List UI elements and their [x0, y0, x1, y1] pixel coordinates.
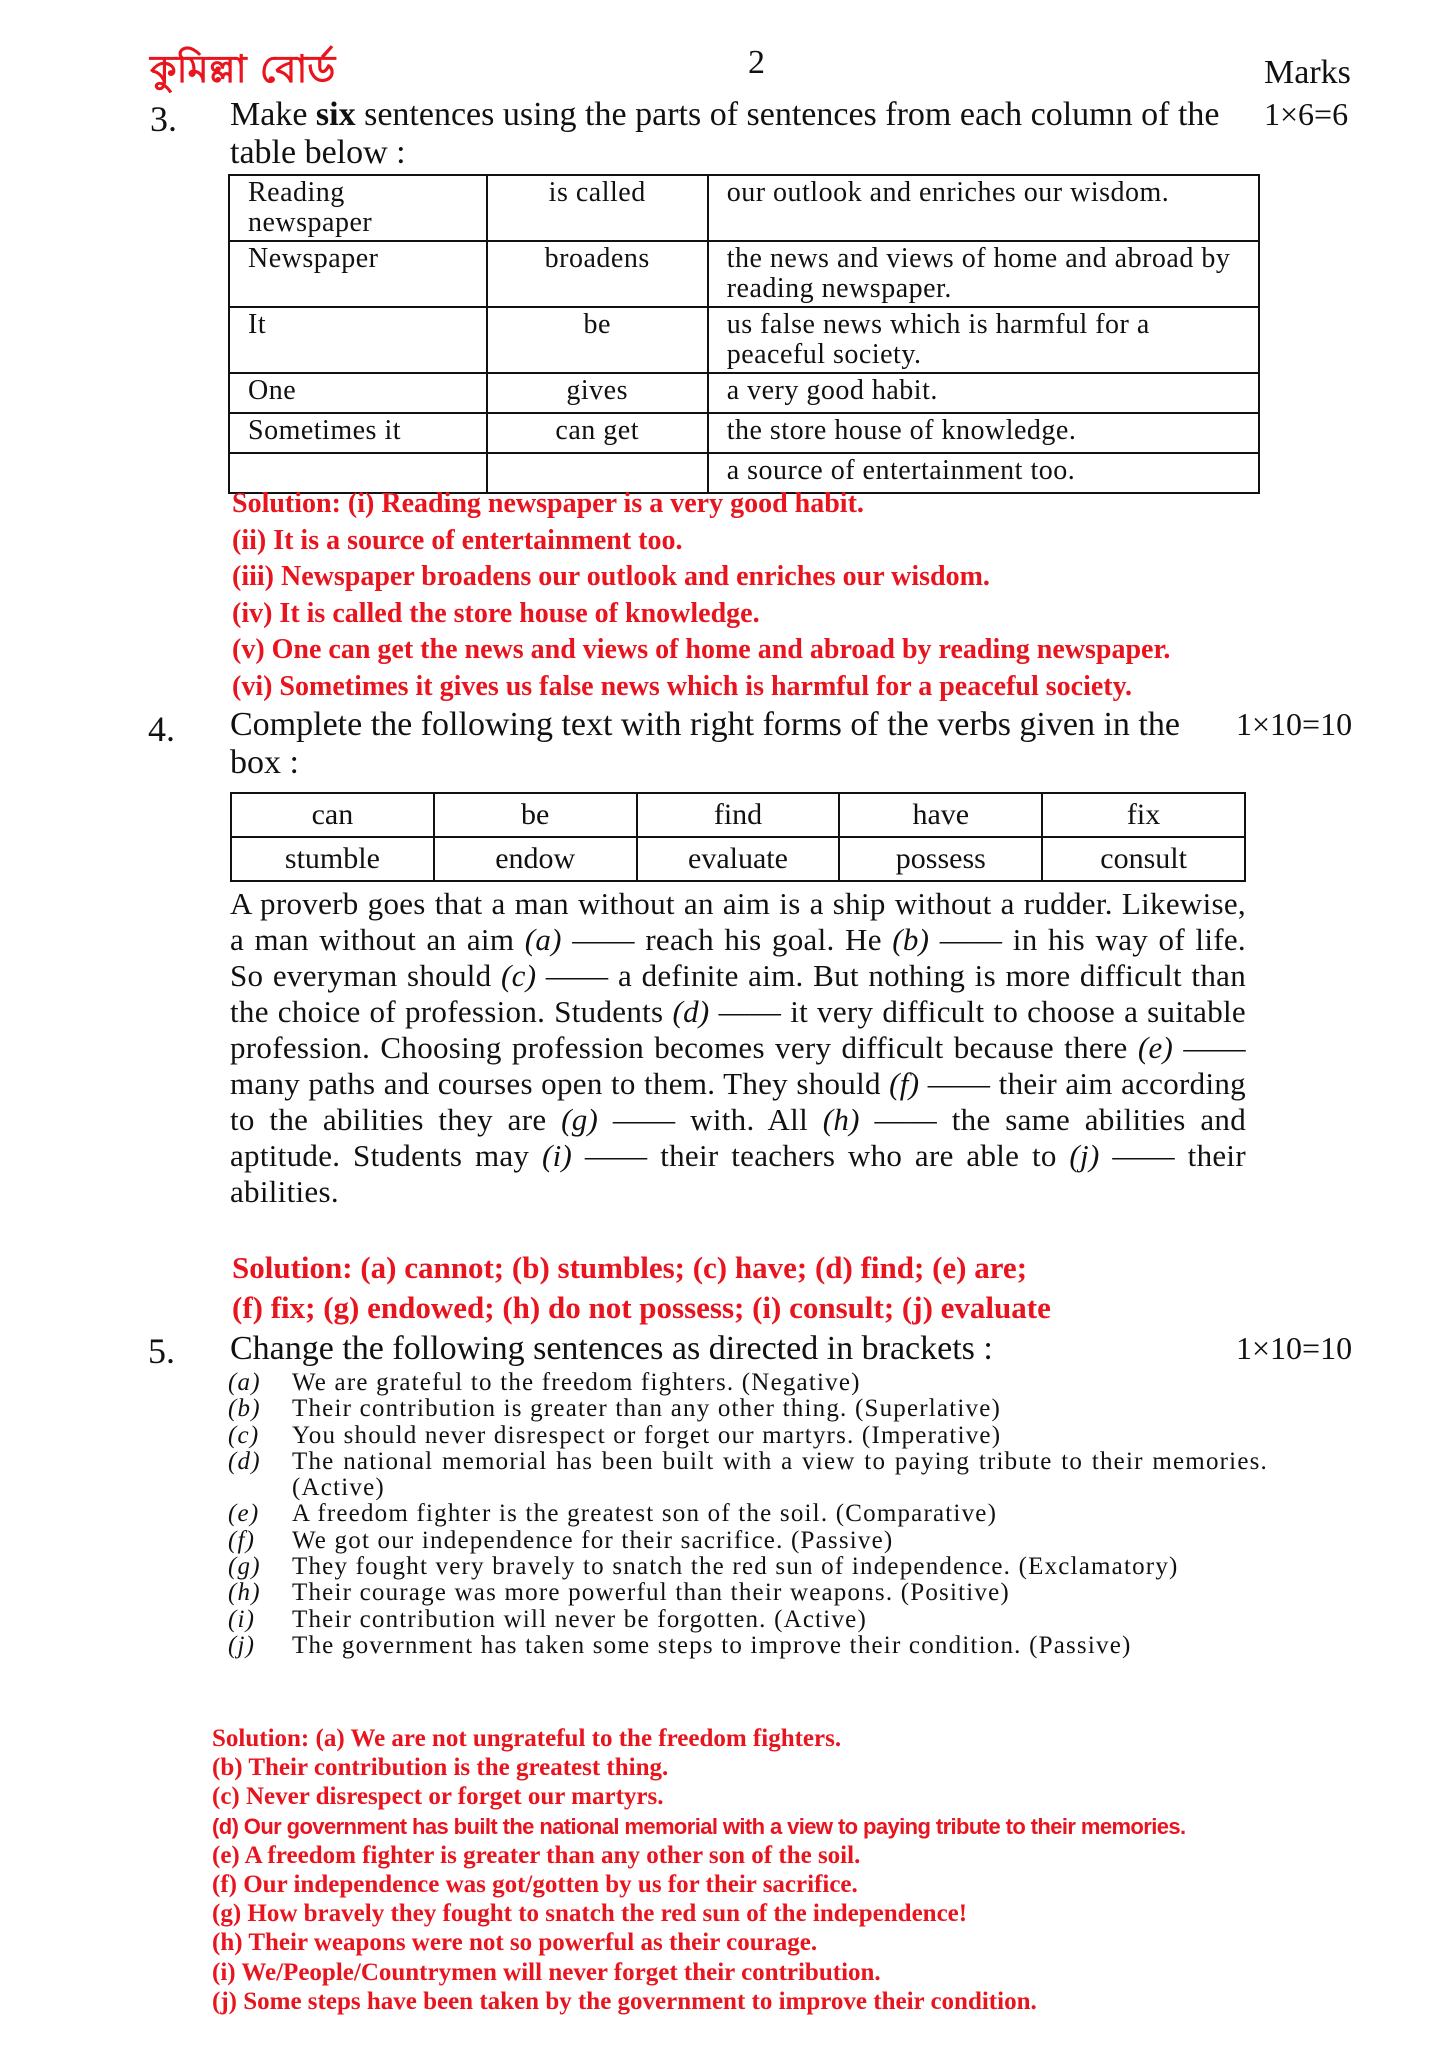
table-cell: Reading newspaper — [229, 175, 487, 241]
table-cell: It — [229, 307, 487, 373]
solution-line: (h) Their weapons were not so powerful as their courage. — [212, 1929, 818, 1957]
table-cell: can get — [487, 413, 708, 453]
question-3-solutions — [232, 486, 1170, 705]
list-item: (d) The national memorial has been built with a view to paying tribute to their memories. (Active) — [228, 1447, 1268, 1502]
question-5-number: 5. — [148, 1331, 175, 1371]
question-3-marks: 1×6=6 — [1264, 96, 1349, 132]
solution-line: (iii) Newspaper broadens our outlook and enriches our wisdom. — [232, 561, 990, 592]
table-row — [229, 307, 1259, 373]
solution-line: (f) Our independence was got/gotten by us for their sacrifice. — [212, 1871, 858, 1899]
list-item: (c) You should never disrespect or forget our martyrs. (Imperative) — [228, 1421, 1002, 1449]
table-cell: One — [229, 373, 487, 413]
solution-line: (g) How bravely they fought to snatch the red sun of the independence! — [212, 1900, 968, 1928]
table-row — [231, 837, 1245, 881]
verb-cell: fix — [1042, 793, 1245, 837]
table-cell: a source of entertainment too. — [708, 453, 1259, 493]
list-item: (a) We are grateful to the freedom fighters. (Negative) — [228, 1369, 861, 1396]
solution-line: (ii) It is a source of entertainment too. — [232, 524, 683, 556]
table-cell: our outlook and enriches our wisdom. — [708, 175, 1259, 241]
question-3-text: Make six sentences using the parts of sentences from each column of the table below : — [230, 96, 1220, 171]
table-row — [229, 413, 1259, 453]
question-4-solution — [232, 1248, 1051, 1328]
solution-line: (b) Their contribution is the greatest thing. — [212, 1754, 669, 1782]
solution-line: (iv) It is called the store house of knowledge. — [232, 597, 760, 629]
marks-heading: Marks — [1264, 54, 1351, 91]
solution-line: (d) Our government has built the national memorial with a view to paying tribute to their memories. — [212, 1813, 1186, 1839]
list-item: (h) Their courage was more powerful than their weapons. (Positive) — [228, 1579, 1010, 1607]
solution-line: (f) fix; (g) endowed; (h) do not possess; (i) consult; (j) evaluate — [232, 1290, 1051, 1325]
list-item: (e) A freedom fighter is the greatest son of the soil. (Comparative) — [228, 1500, 998, 1528]
verb-cell: endow — [434, 837, 637, 881]
verb-cell: consult — [1042, 837, 1245, 881]
solution-line: (v) One can get the news and views of home and abroad by reading newspaper. — [232, 634, 1171, 665]
table-cell: Newspaper — [229, 241, 487, 307]
table-cell: gives — [487, 373, 708, 413]
question-4-marks: 1×10=10 — [1236, 706, 1353, 742]
question-5-marks: 1×10=10 — [1236, 1330, 1353, 1366]
table-cell: us false news which is harmful for a peaceful society. — [708, 307, 1259, 373]
solution-line: Solution: (a) cannot; (b) stumbles; (c) have; (d) find; (e) are; — [232, 1250, 1028, 1285]
table-cell: the news and views of home and abroad by reading newspaper. — [708, 241, 1259, 307]
table-cell: a very good habit. — [708, 373, 1259, 413]
solution-line: Solution: (i) Reading newspaper is a very good habit. — [232, 488, 864, 519]
verb-cell: evaluate — [637, 837, 840, 881]
table-cell: Sometimes it — [229, 413, 487, 453]
solution-line: (e) A freedom fighter is greater than any other son of the soil. — [212, 1841, 861, 1869]
table-row — [231, 793, 1245, 837]
list-item: (f) We got our independence for their sacrifice. (Passive) — [228, 1526, 894, 1554]
verb-cell: have — [839, 793, 1042, 837]
verb-cell: be — [434, 793, 637, 837]
list-item: (g) They fought very bravely to snatch the red sun of independence. (Exclamatory) — [228, 1553, 1179, 1581]
verb-cell: find — [637, 793, 840, 837]
table-cell: is called — [487, 175, 708, 241]
page-number: 2 — [748, 44, 765, 81]
list-item: (i) Their contribution will never be forgotten. (Active) — [228, 1605, 867, 1633]
question-5-items — [228, 1370, 1268, 1659]
solution-line: (i) We/People/Countrymen will never forget their contribution. — [212, 1958, 881, 1986]
question-4-number: 4. — [148, 709, 175, 749]
question-5-solutions — [212, 1724, 1186, 2016]
list-item: (j) The government has taken some steps to improve their condition. (Passive) — [228, 1631, 1132, 1659]
verb-cell: stumble — [231, 837, 434, 881]
question-3-number: 3. — [150, 99, 177, 139]
question-3-table — [228, 174, 1260, 494]
table-cell: be — [487, 307, 708, 373]
solution-line: (vi) Sometimes it gives us false news which is harmful for a peaceful society. — [232, 670, 1133, 702]
solution-line: (c) Never disrespect or forget our martyrs. — [212, 1783, 664, 1811]
solution-line: Solution: (a) We are not ungrateful to the freedom fighters. — [212, 1725, 842, 1752]
verb-cell: possess — [839, 837, 1042, 881]
table-row — [229, 241, 1259, 307]
table-cell: the store house of knowledge. — [708, 413, 1259, 453]
solution-line: (j) Some steps have been taken by the government to improve their condition. — [212, 1987, 1037, 2015]
table-row — [229, 175, 1259, 241]
board-title: কুমিল্লা বোর্ড — [150, 47, 336, 91]
verb-box — [230, 792, 1246, 882]
cloze-passage: A proverb goes that a man without an aim is a ship without a rudder. Likewise, a man without an aim (a) —— reach his goal. He (b) —— in his way of life. So everyman should (c) —— a definite aim. But nothing is more difficult than the choice of profession. Students (d) —— it very difficult to choose a suitable profession. Choosing profession becomes very difficult because there (e) —— many paths and courses open to them. They should (f) —— their aim according to the abilities they are (g) —— with. All (h) —— the same abilities and aptitude. Students may (i) —— their teachers who are able to (j) —— their abilities. — [230, 886, 1246, 1209]
table-row — [229, 373, 1259, 413]
question-5-text: Change the following sentences as directed in brackets : — [230, 1330, 993, 1367]
question-4-text: Complete the following text with right forms of the verbs given in the box : — [230, 706, 1180, 781]
list-item: (b) Their contribution is greater than any other thing. (Superlative) — [228, 1395, 1002, 1423]
table-cell: broadens — [487, 241, 708, 307]
verb-cell: can — [231, 793, 434, 837]
